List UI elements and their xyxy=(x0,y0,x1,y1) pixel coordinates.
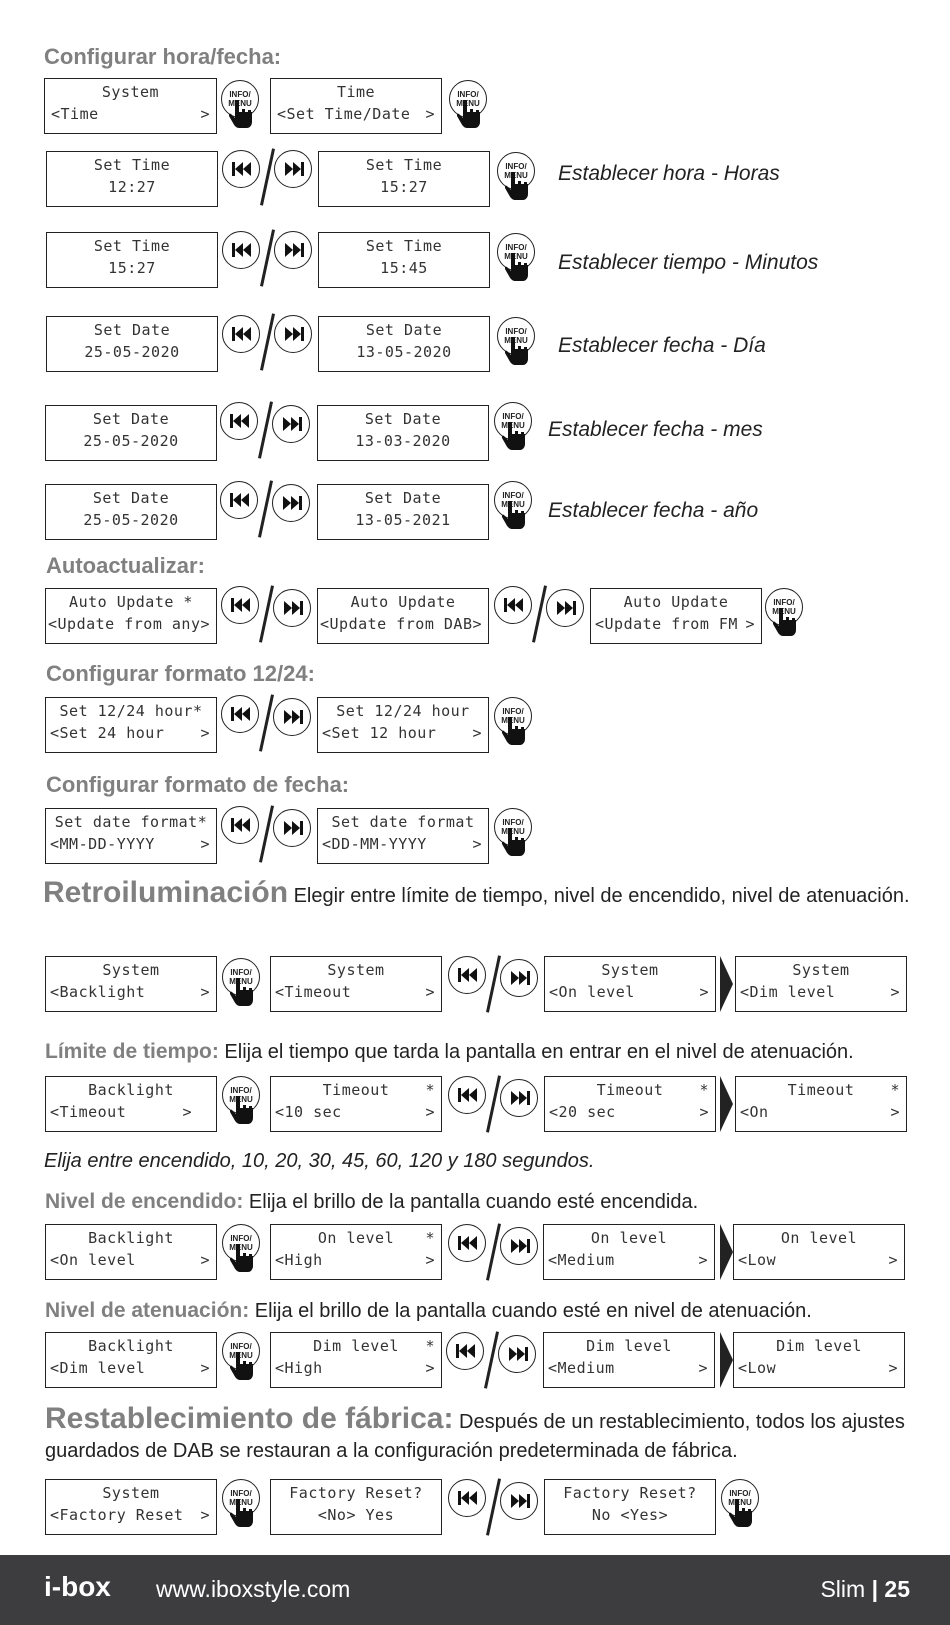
info-menu-button-icon[interactable]: INFO/ MENU xyxy=(222,1224,262,1280)
pointing-hand-icon xyxy=(230,1242,256,1272)
lcd-screen: Set 12/24 hour <Set 12 hour > xyxy=(317,697,489,753)
lcd-screen: Auto Update <Update from DAB> xyxy=(317,588,489,644)
lcd-screen: Backlight <Timeout > xyxy=(45,1076,217,1132)
arrow-right-icon xyxy=(720,956,733,1012)
skip-back-icon[interactable] xyxy=(222,231,260,269)
timeout-paragraph: Límite de tiempo: Elija el tiempo que tarda la pantalla en entrar en el nivel de atenuación. xyxy=(45,1040,854,1063)
skip-forward-icon[interactable] xyxy=(500,959,538,997)
caption-hours: Establecer hora - Horas xyxy=(558,162,780,185)
lcd-screen: Set Date 13-03-2020 xyxy=(317,405,489,461)
info-menu-button-icon[interactable]: INFO/ MENU xyxy=(494,808,534,864)
info-menu-button-icon[interactable]: INFO/ MENU xyxy=(222,1479,262,1535)
divider xyxy=(260,313,275,370)
pointing-hand-icon xyxy=(502,420,528,450)
lcd-screen: Timeout * <On > xyxy=(735,1076,907,1132)
skip-forward-icon[interactable] xyxy=(273,698,311,736)
caption-year: Establecer fecha - año xyxy=(548,499,759,522)
pointing-hand-icon xyxy=(457,98,483,128)
lcd-screen: Dim level <Low > xyxy=(733,1332,905,1388)
skip-back-icon[interactable] xyxy=(222,150,260,188)
lcd-screen: System <Backlight > xyxy=(45,956,217,1012)
arrow-right-icon xyxy=(720,1076,733,1132)
lcd-screen: On level <Medium > xyxy=(543,1224,715,1280)
lcd-screen: Time <Set Time/Date > xyxy=(270,78,442,134)
pointing-hand-icon xyxy=(230,1094,256,1124)
skip-back-icon[interactable] xyxy=(220,402,258,440)
info-menu-button-icon[interactable]: INFO/ MENU xyxy=(222,1332,262,1388)
caption-month: Establecer fecha - mes xyxy=(548,418,763,441)
skip-forward-icon[interactable] xyxy=(500,1227,538,1265)
info-menu-button-icon[interactable]: INFO/ MENU xyxy=(497,233,537,289)
skip-back-icon[interactable] xyxy=(221,806,259,844)
lcd-screen: Auto Update <Update from FM > xyxy=(590,588,762,644)
lcd-screen: Set date format <DD-MM-YYYY > xyxy=(317,808,489,864)
info-menu-button-icon[interactable]: INFO/ MENU xyxy=(222,1076,262,1132)
info-menu-button-icon[interactable]: INFO/ MENU xyxy=(494,402,534,458)
lcd-screen: Set Date 25-05-2020 xyxy=(46,316,218,372)
dim-level-heading: Nivel de atenuación: xyxy=(45,1299,250,1322)
lcd-screen: Factory Reset? <No> Yes xyxy=(270,1479,442,1535)
lcd-screen: Set Date 25-05-2020 xyxy=(45,484,217,540)
caption-day: Establecer fecha - Día xyxy=(558,334,766,357)
lcd-screen: System <On level > xyxy=(544,956,716,1012)
skip-forward-icon[interactable] xyxy=(274,150,312,188)
divider xyxy=(532,585,547,642)
lcd-screen: Auto Update * <Update from any> xyxy=(45,588,217,644)
skip-back-icon[interactable] xyxy=(494,586,532,624)
lcd-screen: On level <Low > xyxy=(733,1224,905,1280)
lcd-screen: Set Date 13-05-2020 xyxy=(318,316,490,372)
pointing-hand-icon xyxy=(502,499,528,529)
lcd-screen: System <Factory Reset > xyxy=(45,1479,217,1535)
arrow-right-icon xyxy=(720,1332,733,1388)
skip-forward-icon[interactable] xyxy=(498,1335,536,1373)
lcd-screen: Set 12/24 hour* <Set 24 hour > xyxy=(45,697,217,753)
skip-forward-icon[interactable] xyxy=(274,315,312,353)
skip-back-icon[interactable] xyxy=(222,315,260,353)
timeout-options-note: Elija entre encendido, 10, 20, 30, 45, 60, 120 y 180 segundos. xyxy=(44,1150,595,1172)
info-menu-button-icon[interactable]: INFO/ MENU xyxy=(222,958,262,1014)
skip-forward-icon[interactable] xyxy=(500,1482,538,1520)
divider xyxy=(258,401,273,458)
pointing-hand-icon xyxy=(502,826,528,856)
skip-back-icon[interactable] xyxy=(448,1076,486,1114)
page-number: Slim | 25 xyxy=(820,1576,910,1602)
pointing-hand-icon xyxy=(505,251,531,281)
time-date-heading: Configurar hora/fecha: xyxy=(44,44,282,69)
info-menu-button-icon[interactable]: INFO/ MENU xyxy=(494,481,534,537)
skip-forward-icon[interactable] xyxy=(546,589,584,627)
skip-back-icon[interactable] xyxy=(448,1479,486,1517)
lcd-screen: Timeout * <10 sec > xyxy=(270,1076,442,1132)
pointing-hand-icon xyxy=(230,976,256,1006)
lcd-screen: Set Time 15:27 xyxy=(318,151,490,207)
on-level-heading: Nivel de encendido: xyxy=(45,1190,244,1213)
pointing-hand-icon xyxy=(505,170,531,200)
skip-forward-icon[interactable] xyxy=(272,405,310,443)
skip-back-icon[interactable] xyxy=(220,481,258,519)
skip-back-icon[interactable] xyxy=(448,1224,486,1262)
date-format-heading: Configurar formato de fecha: xyxy=(46,772,350,797)
divider xyxy=(259,805,274,862)
divider xyxy=(484,1331,499,1388)
lcd-screen: Timeout * <20 sec > xyxy=(544,1076,716,1132)
lcd-screen: Factory Reset? No <Yes> xyxy=(544,1479,716,1535)
divider xyxy=(259,694,274,751)
divider xyxy=(258,480,273,537)
page-footer xyxy=(0,1555,950,1625)
lcd-screen: Set Time 15:27 xyxy=(46,232,218,288)
info-menu-button-icon[interactable]: INFO/ MENU xyxy=(221,80,261,136)
brand-logo: i-box xyxy=(44,1571,111,1602)
format-1224-heading: Configurar formato 12/24: xyxy=(46,661,315,686)
skip-forward-icon[interactable] xyxy=(500,1079,538,1117)
skip-back-icon[interactable] xyxy=(446,1332,484,1370)
skip-forward-icon[interactable] xyxy=(274,231,312,269)
on-level-paragraph: Nivel de encendido: Elija el brillo de la pantalla cuando esté encendida. xyxy=(45,1190,699,1213)
lcd-screen: Set date format* <MM-DD-YYYY > xyxy=(45,808,217,864)
skip-back-icon[interactable] xyxy=(221,586,259,624)
info-menu-button-icon[interactable]: INFO/ MENU xyxy=(765,588,805,644)
info-menu-button-icon[interactable]: INFO/ MENU xyxy=(449,80,489,136)
divider xyxy=(260,229,275,286)
website-link[interactable]: www.iboxstyle.com xyxy=(156,1576,351,1602)
pointing-hand-icon xyxy=(502,715,528,745)
info-menu-button-icon[interactable]: INFO/ MENU xyxy=(497,317,537,373)
skip-back-icon[interactable] xyxy=(221,695,259,733)
lcd-screen: System <Time > xyxy=(44,78,217,134)
timeout-heading: Límite de tiempo: xyxy=(45,1040,219,1063)
divider xyxy=(486,1075,501,1132)
lcd-screen: Dim level * <High > xyxy=(270,1332,442,1388)
pointing-hand-icon xyxy=(729,1497,755,1527)
dim-level-paragraph: Nivel de atenuación: Elija el brillo de la pantalla cuando esté en nivel de atenuación. xyxy=(45,1299,812,1322)
pointing-hand-icon xyxy=(505,335,531,365)
caption-minutes: Establecer tiempo - Minutos xyxy=(558,251,819,274)
factory-reset-heading: Restablecimiento de fábrica: xyxy=(45,1402,454,1435)
pointing-hand-icon xyxy=(229,98,255,128)
arrow-right-icon xyxy=(720,1224,733,1280)
info-menu-button-icon[interactable]: INFO/ MENU xyxy=(721,1479,761,1535)
lcd-screen: On level * <High > xyxy=(270,1224,442,1280)
lcd-screen: Backlight <Dim level > xyxy=(45,1332,217,1388)
lcd-screen: Set Date 13-05-2021 xyxy=(317,484,489,540)
lcd-screen: System <Timeout > xyxy=(270,956,442,1012)
lcd-screen: Set Date 25-05-2020 xyxy=(45,405,217,461)
lcd-screen: Set Time 15:45 xyxy=(318,232,490,288)
skip-forward-icon[interactable] xyxy=(273,809,311,847)
skip-forward-icon[interactable] xyxy=(272,484,310,522)
pointing-hand-icon xyxy=(230,1350,256,1380)
lcd-screen: System <Dim level > xyxy=(735,956,907,1012)
backlight-heading: Retroiluminación xyxy=(43,876,289,909)
divider xyxy=(486,1478,501,1535)
divider xyxy=(260,148,275,205)
skip-forward-icon[interactable] xyxy=(273,589,311,627)
lcd-screen: Backlight <On level > xyxy=(45,1224,217,1280)
divider xyxy=(259,585,274,642)
backlight-paragraph: Retroiluminación Elegir entre límite de tiempo, nivel de encendido, nivel de atenuación. xyxy=(43,876,910,909)
divider xyxy=(486,1223,501,1280)
auto-update-heading: Autoactualizar: xyxy=(46,553,205,578)
info-menu-button-icon[interactable]: INFO/ MENU xyxy=(497,152,537,208)
pointing-hand-icon xyxy=(773,606,799,636)
lcd-screen: Set Time 12:27 xyxy=(46,151,218,207)
lcd-screen: Dim level <Medium > xyxy=(543,1332,715,1388)
skip-back-icon[interactable] xyxy=(448,956,486,994)
info-menu-button-icon[interactable]: INFO/ MENU xyxy=(494,697,534,753)
factory-reset-paragraph: Restablecimiento de fábrica: Después de un restablecimiento, todos los ajustes guardados de DAB se restauran a la configuración predeterminada de fábrica. xyxy=(45,1402,905,1462)
divider xyxy=(486,955,501,1012)
pointing-hand-icon xyxy=(230,1497,256,1527)
